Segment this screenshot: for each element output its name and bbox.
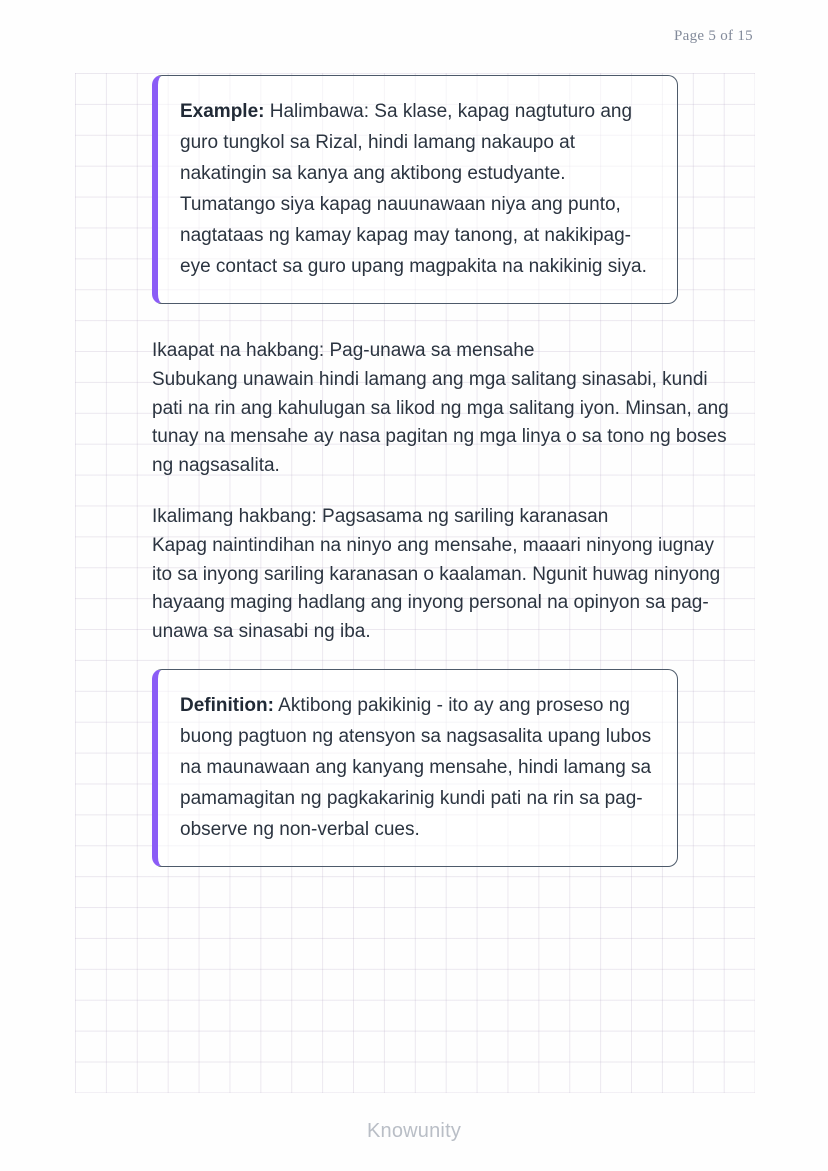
footer-brand-wordmark: Knowunity: [366, 1120, 462, 1142]
definition-callout-box: [152, 669, 678, 867]
grid-paper-background: [75, 73, 755, 1093]
paragraph-step-four-body: Subukang unawain hindi lamang ang mga salitang sinasabi, kundi pati na rin ang kahulugan sa likod ng mga salitang iyon. Minsan, ang tunay na mensahe ay nasa pagitan ng mga linya o sa tono ng boses ng nagsasalita.: [152, 368, 729, 477]
example-text: Halimbawa: Sa klase, kapag nagtuturo ang guro tungkol sa Rizal, hindi lamang nakaupo at nakatingin sa kanya ang aktibong estudyante. Tumatango siya kapag nauunawaan niya ang punto, nagtataas ng kamay kapag may tanong, at nakikipag-eye contact sa guro upang magpakita na nakikinig siya.: [180, 101, 647, 277]
paragraph-step-four: [152, 337, 737, 481]
paragraph-step-five-heading: Ikalimang hakbang: Pagsasama ng sariling karanasan: [152, 505, 609, 527]
example-label: Example:: [180, 101, 265, 122]
page-footer: [0, 1120, 828, 1143]
definition-label: Definition:: [180, 694, 274, 716]
paragraph-step-four-heading: Ikaapat na hakbang: Pag-unawa sa mensahe: [152, 340, 535, 361]
paragraph-step-five: [152, 503, 737, 647]
paragraph-step-five-body: Kapag naintindihan na ninyo ang mensahe, maaari ninyong iugnay ito sa inyong sariling karanasan o kaalaman. Ngunit huwag ninyong hayaang maging hadlang ang inyong personal na opinyon sa pag-unawa sa sinasabi ng iba.: [152, 534, 721, 643]
example-callout-box: [152, 75, 678, 304]
definition-text: Aktibong pakikinig - ito ay ang proseso ng buong pagtuon ng atensyon sa nagsasalita upang lubos na maunawaan ang kanyang mensahe, hindi lamang sa pamamagitan ng pagkakarinig kundi pati na rin sa pag-observe ng non-verbal cues.: [180, 694, 652, 840]
page-content: [75, 73, 755, 867]
page-indicator: Page 5 of 15: [673, 28, 753, 44]
